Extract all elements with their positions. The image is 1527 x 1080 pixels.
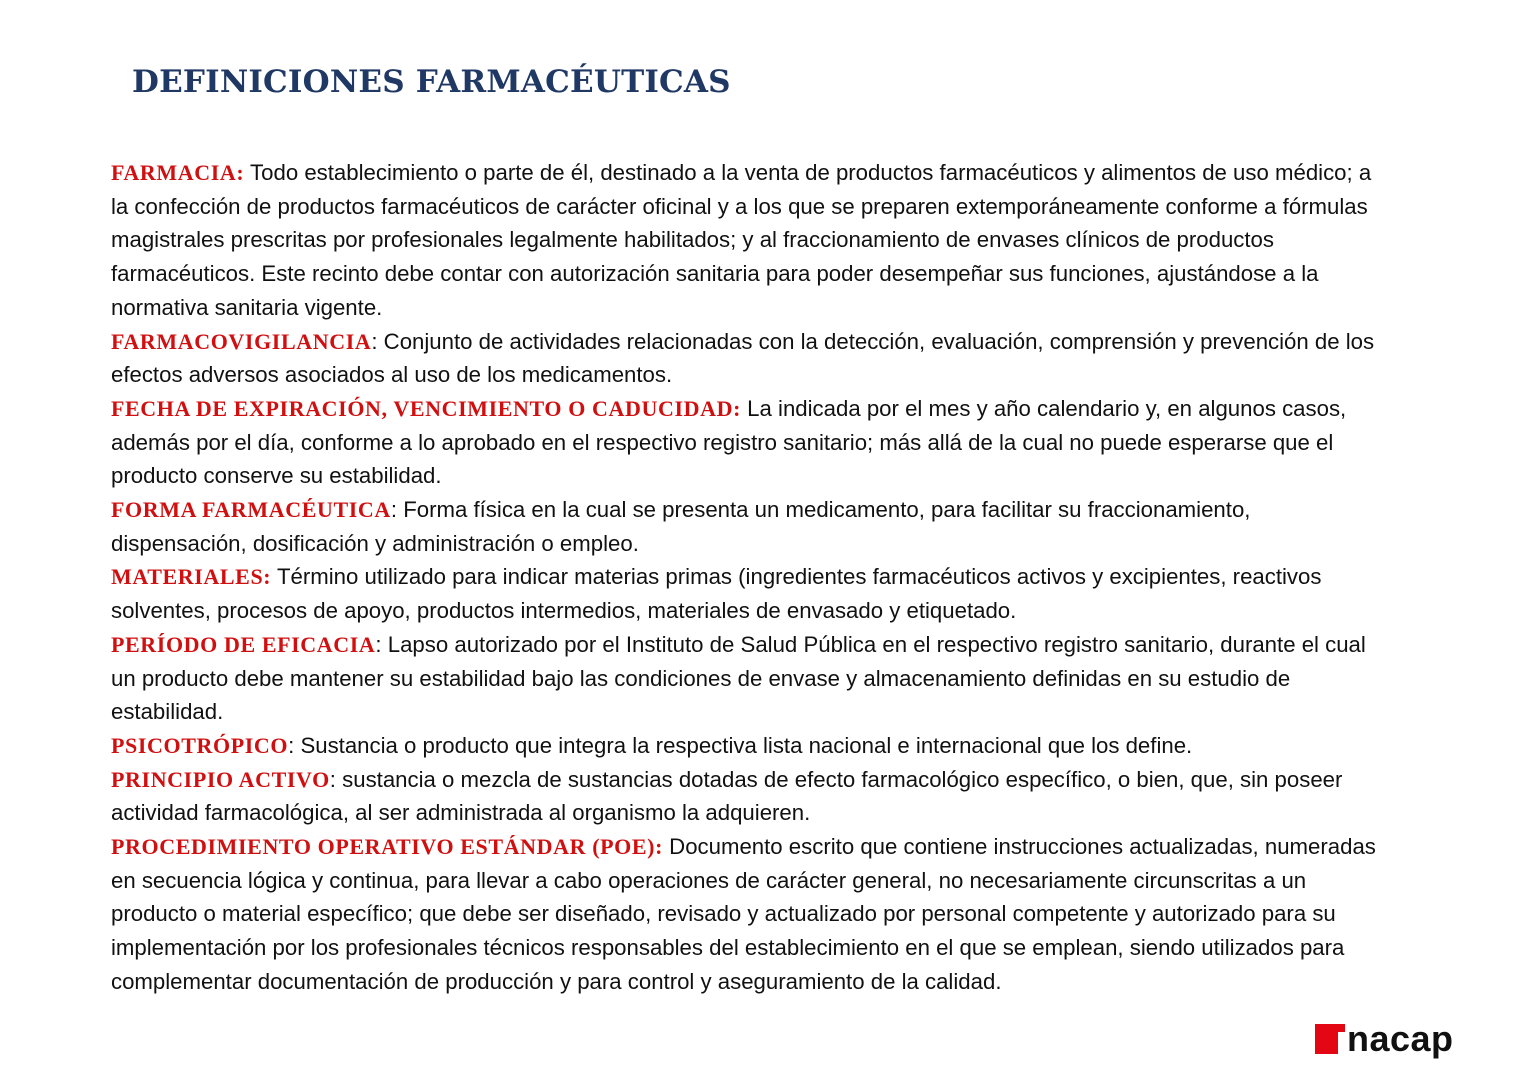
definition-term: FECHA DE EXPIRACIÓN, VENCIMIENTO O CADUCIDAD: [111,395,742,421]
inacap-logo [1315,1018,1454,1059]
definition-entry [111,729,1391,763]
definition-term: MATERIALES: [111,564,272,590]
term-separator: : [390,497,398,523]
definition-text: Documento escrito que contiene instrucciones actualizadas, numeradas en secuencia lógica y continua, para llevar a cabo operaciones de carácter general, no necesariamente circunscritas a un producto o material específico; que debe ser diseñado, revisado y actualizado por personal competente y autorizado para su implementación por los profesionales técnicos responsables del establecimiento en el que se emplean, siendo utilizados para complementar documentación de producción y para control y aseguramiento de la calidad. [111,834,1376,994]
logo-text: nacap [1347,1018,1454,1059]
logo-mark-icon [1315,1024,1345,1054]
definition-term: PROCEDIMIENTO OPERATIVO ESTÁNDAR (POE): [111,834,664,860]
term-separator: : [288,732,295,758]
definition-entry [111,628,1391,729]
term-separator: : [371,328,378,354]
definition-term: PRINCIPIO ACTIVO [111,766,330,792]
definition-term: FORMA FARMACÉUTICA [111,497,391,523]
definitions-list [111,156,1391,999]
definition-entry [111,325,1391,392]
definition-entry [111,560,1391,627]
page-title: DEFINICIONES FARMACÉUTICAS [132,64,731,100]
definition-term: PERÍODO DE EFICACIA [111,631,376,657]
definition-entry [111,763,1391,830]
definition-text: Lapso autorizado por el Instituto de Salud Pública en el respectivo registro sanitario, durante el cual un producto debe mantener su estabilidad bajo las condiciones de envase y almacenamiento definidas en su estudio de estabilidad. [111,631,1366,725]
definition-term: PSICOTRÓPICO [111,732,289,758]
definition-term: FARMACOVIGILANCIA [111,328,372,354]
definition-text: Forma física en la cual se presenta un medicamento, para facilitar su fraccionamiento, dispensación, dosificación y administración o empleo. [111,497,1251,556]
definition-entry [111,392,1391,493]
term-separator: : [329,766,336,792]
definition-entry [111,830,1391,999]
definition-text: La indicada por el mes y año calendario y, en algunos casos, además por el día, conforme a lo aprobado en el respectivo registro sanitario; más allá de la cual no puede esperarse que el producto conserve su estabilidad. [111,395,1347,489]
definition-text: Conjunto de actividades relacionadas con la detección, evaluación, comprensión y prevención de los efectos adversos asociados al uso de los medicamentos. [111,328,1375,388]
definition-text: Todo establecimiento o parte de él, destinado a la venta de productos farmacéuticos y alimentos de uso médico; a la confección de productos farmacéuticos de carácter oficinal y a los que se preparen extemporáneamente conforme a fórmulas magistrales prescritas por profesionales legalmente habilitados; y al fraccionamiento de envases clínicos de productos farmacéuticos. Este recinto debe contar con autorización sanitaria para poder desempeñar sus funciones, ajustándose a la normativa sanitaria vigente. [111,160,1372,320]
definition-text: Término utilizado para indicar materias primas (ingredientes farmacéuticos activos y excipientes, reactivos solventes, procesos de apoyo, productos intermedios, materiales de envasado y etiquetado. [111,564,1322,624]
definition-text: Sustancia o producto que integra la respectiva lista nacional e internacional que los define. [294,732,1193,758]
definition-entry [111,493,1391,560]
definition-entry [111,156,1391,325]
term-separator: : [375,631,382,657]
definition-term: FARMACIA: [111,160,245,185]
definition-text: sustancia o mezcla de sustancias dotadas de efecto farmacológico específico, o bien, que, sin poseer actividad farmacológica, al ser administrada al organismo la adquieren. [111,766,1343,826]
